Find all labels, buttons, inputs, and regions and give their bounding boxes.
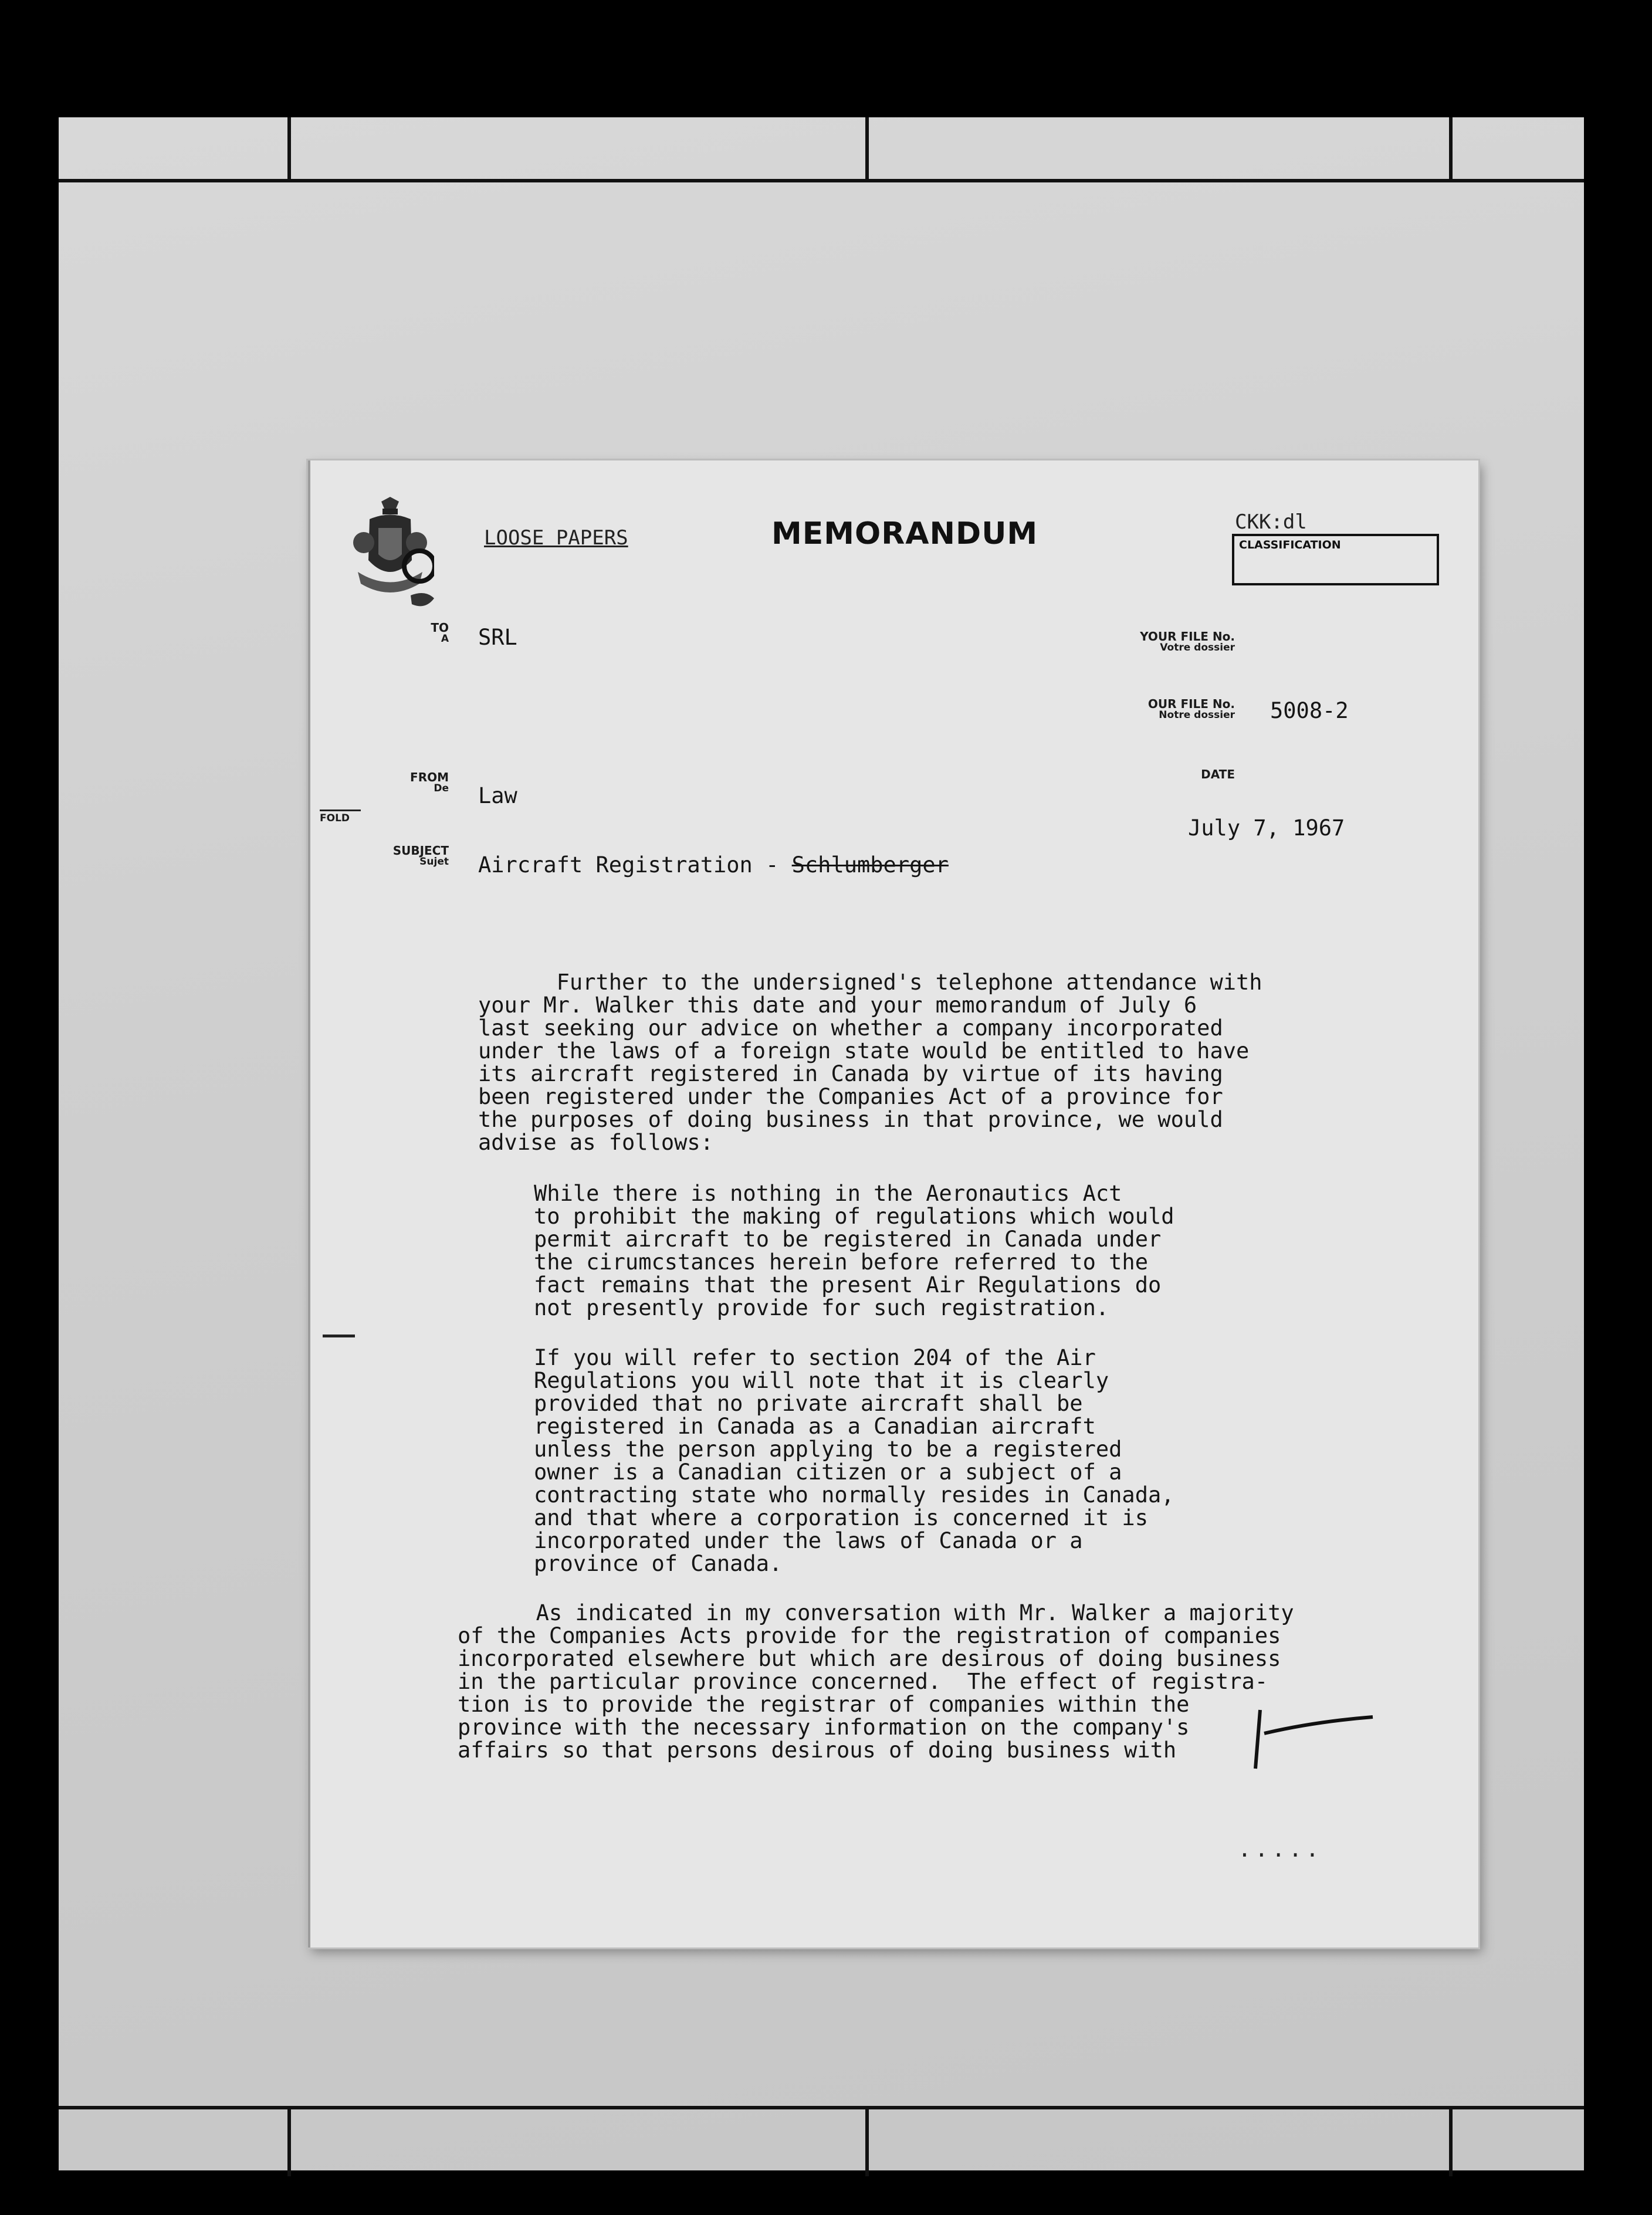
fold-mark: FOLD — [320, 810, 361, 824]
to-label: TO A — [431, 621, 449, 645]
body-paragraph-3 — [534, 1346, 1174, 1575]
handwritten-margin-bracket — [1250, 1698, 1384, 1774]
classification-box — [1232, 534, 1439, 585]
text-line: province of Canada. — [534, 1551, 783, 1576]
text-line: affairs so that persons desirous of doing business with — [458, 1738, 1177, 1763]
subject-text: Aircraft Registration - — [478, 852, 792, 878]
text-line: permit aircraft to be registered in Canada under — [534, 1227, 1162, 1252]
subject-struck-text: Schlumberger — [791, 852, 949, 878]
frame-tick — [1449, 117, 1453, 182]
text-line: incorporated elsewhere but which are desirous of doing business — [458, 1646, 1281, 1671]
frame-tick — [287, 117, 291, 182]
subject-label: SUBJECT Sujet — [392, 844, 449, 868]
body-paragraph-2 — [534, 1182, 1174, 1319]
text-line: your Mr. Walker this date and your memorandum of July 6 — [478, 993, 1197, 1018]
from-value: Law — [478, 783, 517, 808]
classification-label: CLASSIFICATION — [1239, 538, 1341, 551]
text-line: unless the person applying to be a registered — [534, 1437, 1122, 1462]
text-line: provided that no private aircraft shall be — [534, 1391, 1083, 1416]
our-file-label: OUR FILE No. Notre dossier — [1147, 697, 1235, 721]
text-line: As indicated in my conversation with Mr. Walker a majority — [458, 1600, 1294, 1625]
text-line: the purposes of doing business in that province, we would — [478, 1107, 1223, 1132]
text-line: tion is to provide the registrar of companies within the — [458, 1692, 1190, 1717]
body-paragraph-4 — [458, 1601, 1294, 1762]
frame-tick — [1449, 2106, 1453, 2176]
text-line: in the particular province concerned. The effect of registra- — [458, 1669, 1268, 1694]
text-line: contracting state who normally resides in Canada, — [534, 1482, 1174, 1508]
frame-tick — [287, 2106, 291, 2176]
date-label: DATE — [1201, 767, 1235, 781]
text-line: incorporated under the laws of Canada or a — [534, 1528, 1083, 1553]
date-value: July 7, 1967 — [1188, 815, 1345, 841]
coat-of-arms-crest — [346, 496, 434, 619]
page-title: MEMORANDUM — [771, 516, 1038, 551]
margin-mark — [323, 1335, 355, 1337]
text-line: its aircraft registered in Canada by virtue of its having — [478, 1061, 1223, 1086]
text-line: under the laws of a foreign state would be entitled to have — [478, 1038, 1250, 1064]
text-line: not presently provide for such registration. — [534, 1295, 1109, 1320]
text-line: Regulations you will note that it is clearly — [534, 1368, 1109, 1393]
continuation-dots: ..... — [1238, 1836, 1323, 1862]
text-line: advise as follows: — [478, 1130, 713, 1155]
memorandum-sheet — [308, 460, 1478, 1948]
text-line: and that where a corporation is concerned it is — [534, 1505, 1148, 1530]
text-line: While there is nothing in the Aeronautics Act — [534, 1181, 1122, 1206]
text-line: fact remains that the present Air Regulations do — [534, 1272, 1162, 1298]
frame-tick — [865, 2106, 869, 2176]
text-line: If you will refer to section 204 of the Air — [534, 1345, 1096, 1370]
loose-papers-stamp: LOOSE PAPERS — [484, 526, 628, 550]
text-line: the cirumcstances herein before referred to the — [534, 1249, 1148, 1275]
frame-tick — [865, 117, 869, 182]
text-line: to prohibit the making of regulations which would — [534, 1204, 1174, 1229]
body-paragraph-1 — [478, 971, 1262, 1154]
text-line: registered in Canada as a Canadian aircraft — [534, 1414, 1096, 1439]
text-line: owner is a Canadian citizen or a subject of a — [534, 1459, 1122, 1485]
text-line: Further to the undersigned's telephone attendance with — [478, 970, 1262, 995]
text-line: province with the necessary information on the company's — [458, 1715, 1190, 1740]
text-line: been registered under the Companies Act of a province for — [478, 1084, 1223, 1109]
your-file-label: YOUR FILE No. Votre dossier — [1140, 629, 1235, 653]
reference-initials: CKK:dl — [1235, 510, 1307, 534]
text-line: of the Companies Acts provide for the registration of companies — [458, 1623, 1281, 1648]
from-label: FROM De — [410, 770, 449, 794]
our-file-value: 5008-2 — [1270, 698, 1349, 723]
sheet-edge — [308, 460, 310, 1948]
text-line: last seeking our advice on whether a company incorporated — [478, 1015, 1223, 1041]
to-value: SRL — [478, 625, 517, 650]
subject-value — [478, 852, 949, 878]
